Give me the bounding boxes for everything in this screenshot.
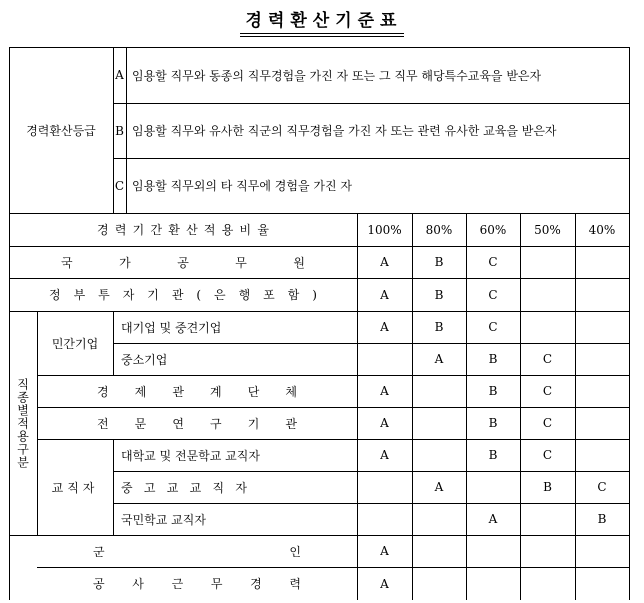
grade-cell [520,567,575,600]
grade-cell [520,343,575,375]
label-char: 투 [98,288,110,302]
grade-cell-text: B [488,416,498,430]
grade-cell [412,471,466,503]
label-char: 무 [235,255,247,270]
row-rule [37,407,629,408]
row-label [9,278,357,311]
table-top-rule [9,47,630,48]
grade-code-divider [126,47,127,213]
grade-description-text: 임용할 직무와 동종의 직무경험을 가진 자 또는 그 직무 해당특수교육을 받은자 [132,68,542,83]
label-char: 행 [238,288,251,302]
label-char: 부 [73,288,86,302]
grade-description [126,103,629,158]
label-char: 제 [134,384,147,399]
grade-cell [412,535,466,567]
row-label [113,343,357,375]
label-char: 관 [171,288,184,302]
grade-section-label [9,47,113,213]
grade-cell [357,535,412,567]
group-divider [37,311,38,535]
row-label [37,407,357,439]
grade-cell-text: B [434,287,444,302]
label-char: 전 [97,416,109,431]
rate-header-4 [520,213,575,246]
grade-cell-text: B [488,448,498,462]
label-char: 기 [132,223,145,237]
label-char: 경 [97,223,109,237]
label-char: 고 [143,480,156,495]
label-char: 공 [93,577,105,591]
row-label [37,567,357,600]
grade-cell [520,278,575,311]
grade-cell-text: A [380,544,389,558]
grade-description [126,47,629,103]
grade-cell [357,246,412,278]
row-label-text: 대학교 및 전문학교 교직자 [121,448,260,463]
rate-header-1-text: 100% [367,222,402,237]
label-char: 교 [166,480,179,495]
group-divider [113,311,114,375]
label-char: 구 [210,416,222,431]
grade-cell-text: C [542,416,553,430]
label-char: 경 [97,384,109,399]
rate-header-label [9,213,357,246]
grade-cell [357,278,412,311]
label-char: 함 [287,288,300,302]
grade-cell [466,278,520,311]
grade-cell-text: C [488,320,498,334]
grade-cell-text: B [543,480,552,494]
row-label [113,311,357,343]
grade-description-text: 임용할 직무외의 타 직무에 경험을 가진 자 [132,179,352,193]
grade-cell-text: C [597,480,607,494]
label-char: 연 [172,416,184,431]
grade-cell [412,407,466,439]
label-char: 교 [189,480,202,495]
row-rule [9,246,629,247]
grade-cell [466,567,520,600]
row-label [113,471,357,503]
row-rule [9,278,629,279]
label-char: 중 [121,480,133,495]
grade-cell [412,503,466,535]
label-char: 공 [177,255,189,270]
grade-cell [466,375,520,407]
grade-code-text: B [115,123,124,138]
grade-cell [575,343,629,375]
label-char: 자 [235,480,247,495]
label-char: ) [312,287,317,302]
label-char: 용 [221,223,234,237]
group-label-teacher-text: 교직자 [51,480,99,495]
label-char: 무 [210,577,223,591]
row-rule [37,439,629,440]
grade-cell [466,246,520,278]
grade-cell [520,439,575,471]
grade-cell [575,439,629,471]
grade-cell-text: C [488,255,498,269]
grade-cell [575,375,629,407]
document-title: 경력환산기준표 [240,6,405,37]
label-char: 율 [257,223,269,237]
label-char: 력 [114,223,127,237]
grade-cell-text: C [542,448,553,462]
grade-description-text: 임용할 직무와 유사한 직군의 직무경험을 가진 자 또는 관련 유사한 교육을 받은자 [132,124,557,138]
grade-cell [466,439,520,471]
label-char: 가 [119,255,131,270]
grade-cell [357,343,412,375]
grade-cell [575,278,629,311]
label-char: 력 [289,577,301,591]
grade-cell [412,311,466,343]
row-label-text: 대기업 및 중견기업 [121,320,222,335]
label-char: 정 [49,288,61,302]
grade-cell [357,471,412,503]
grade-cell [357,503,412,535]
grade-cell [466,535,520,567]
rate-header-5 [575,213,629,246]
label-char: 근 [171,577,184,591]
label-char: 환 [168,223,180,237]
grade-cell [466,503,520,535]
row-rule [37,375,629,376]
grade-cell-text: A [434,352,444,366]
row-label [113,503,357,535]
group-label-private [37,311,113,375]
label-char: 체 [285,384,297,399]
row-rule [113,343,629,344]
grade-cell-text: B [597,512,607,526]
grade-label-divider [113,47,114,213]
grade-cell [575,471,629,503]
label-char: 군 [93,544,105,559]
grade-cell [520,407,575,439]
label-char: 문 [134,416,147,431]
grade-cell [520,375,575,407]
grade-cell [520,471,575,503]
group-divider [113,439,114,535]
grade-cell-text: B [434,255,444,269]
grade-code-text: A [115,68,124,82]
group-label-occupation [9,311,37,535]
grade-cell-text: A [380,255,389,269]
row-label-text: 중소기업 [121,352,168,367]
grade-cell-text: A [380,287,389,302]
grade-code [113,158,126,213]
grade-cell [520,535,575,567]
row-rule [113,471,629,472]
label-char: 국 [61,255,73,270]
grade-cell [357,407,412,439]
grade-cell-text: C [488,287,498,302]
grade-cell [575,567,629,600]
label-char: 관 [285,416,297,431]
row-label [37,535,357,567]
label-char: 기 [147,288,159,302]
row-rule [9,311,629,312]
grade-cell [466,343,520,375]
label-char: 은 [214,288,226,302]
grade-cell-text: A [380,384,389,398]
row-label [113,439,357,471]
grade-cell [466,311,520,343]
grade-cell [575,246,629,278]
label-char: 자 [122,288,135,302]
rate-header-1 [357,213,412,246]
rate-header-4-text: 50% [534,222,561,237]
group-label-occupation-text: 직종별적용구분 [15,377,30,469]
grade-code [113,103,126,158]
label-char: 경 [250,577,262,591]
label-char: 단 [247,384,260,399]
label-char: 포 [263,288,275,302]
grade-row-rule [113,103,629,104]
grade-row-rule [113,158,629,159]
grade-cell [520,246,575,278]
grade-cell-text: B [434,320,444,334]
rate-header-2 [412,213,466,246]
row-rule [9,535,629,536]
grade-cell [357,439,412,471]
grade-cell-text: B [488,352,498,366]
grade-cell-text: A [434,480,444,494]
row-rule [113,503,629,504]
grade-cell [575,503,629,535]
table-left-rule [9,47,10,600]
grade-cell-text: A [488,512,498,526]
document-title-wrap [0,0,644,40]
grade-section-label-text: 경력환산등급 [26,123,96,138]
label-char: 적 [203,223,216,237]
grade-cell [520,503,575,535]
grade-cell [466,471,520,503]
table-right-rule [629,47,630,600]
grade-cell [520,311,575,343]
label-char: ( [196,287,202,302]
grade-cell [466,407,520,439]
grade-cell-text: C [542,384,553,398]
grade-cell [357,375,412,407]
grade-code [113,47,126,103]
grade-cell-text: C [542,352,553,366]
rate-header-3 [466,213,520,246]
label-char: 원 [293,255,305,270]
grade-cell [412,567,466,600]
row-rule [37,567,629,568]
label-char: 직 [212,480,225,495]
grade-cell [575,311,629,343]
row-label [9,246,357,278]
rate-header-5-text: 40% [588,222,616,237]
rate-header-2-text: 80% [425,222,453,237]
row-label [37,375,357,407]
grade-cell [412,375,466,407]
grade-description [126,158,629,213]
grade-cell [412,278,466,311]
grade-cell-text: B [488,384,498,398]
header-top-rule [9,213,630,214]
label-char: 사 [132,577,144,591]
label-char: 기 [247,416,260,431]
grade-cell [412,343,466,375]
label-char: 관 [172,384,184,399]
grade-cell-text: A [380,320,389,334]
label-char: 계 [210,384,222,399]
grade-cell [412,246,466,278]
grade-cell [575,407,629,439]
group-label-private-text: 민간기업 [51,336,99,351]
label-char: 인 [289,544,301,559]
group-label-teacher [37,439,113,535]
grade-cell [357,567,412,600]
rate-header-3-text: 60% [479,222,507,237]
grade-code-text: C [114,178,125,193]
grade-cell [575,535,629,567]
label-char: 비 [239,223,252,237]
label-char: 산 [186,223,198,237]
grade-cell-text: A [380,576,389,591]
label-char: 간 [150,223,163,237]
row-label-text: 국민학교 교직자 [121,512,206,527]
grade-cell-text: A [380,448,389,462]
grade-cell-text: A [380,416,389,430]
grade-cell [412,439,466,471]
grade-cell [357,311,412,343]
